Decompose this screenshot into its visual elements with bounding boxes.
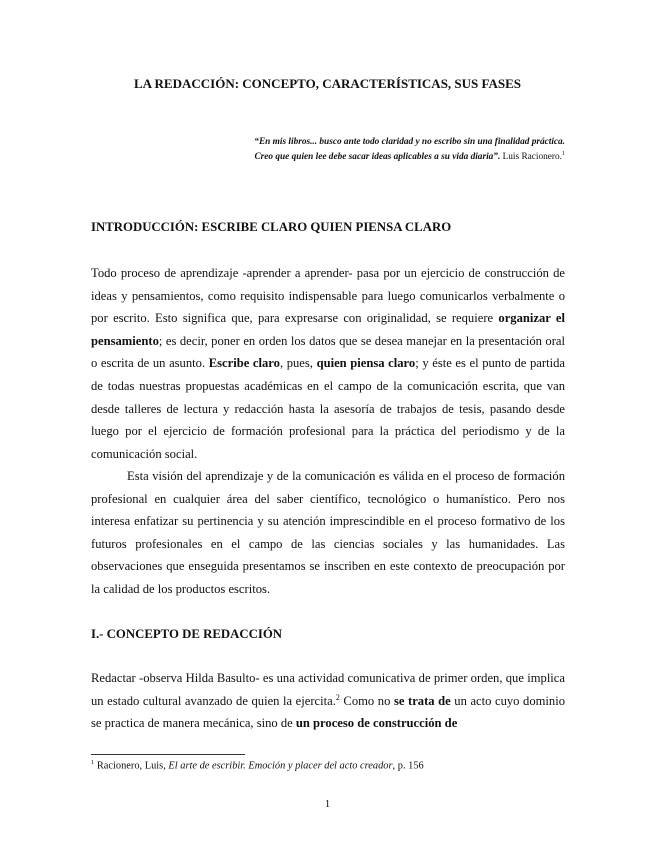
footnote-number: 1 [91, 759, 95, 766]
intro-heading: INTRODUCCIÓN: ESCRIBE CLARO QUIEN PIENSA CLARO [91, 220, 452, 234]
para3-footnote-ref[interactable]: 2 [335, 692, 340, 702]
epigraph-quote-line1: “En mis libros... busco ante todo claridad y no escribo sin una finalidad práctica. [254, 137, 565, 147]
epigraph-quote-line2: Creo que quien lee debe sacar ideas aplicables a su vida diaria”. [254, 152, 501, 163]
epigraph-author: Luis Racionero. [500, 152, 562, 163]
para1-text-1: Todo proceso de aprendizaje -aprender a aprender- pasa por un ejercicio de construcción de ideas y pensamientos, como requisito indispensable para luego comunicarlos verbalmente o por escrito. Esto significa que, para expresarse con originalidad, se requiere [91, 266, 565, 326]
page-number: 1 [324, 798, 331, 810]
footnote-page: , p. 156 [392, 760, 424, 772]
para3-text-1: Redactar -observa Hilda Basulto- es una actividad comunicativa de primer orden, que implica un estado cultural avanzado de quien la ejercita. [91, 671, 565, 708]
para1-bold-1: organizar el pensamiento [91, 311, 565, 348]
para1-text-4: ; y éste es el punto de partida de todas nuestras propuestas académicas en el campo de la comunicación escrita, que van desde talleres de lectura y redacción hasta la asesoría de trabajos de tesis, pasando desde luego por el ejercicio de formación profesional para la práctica del periodismo y de la comunicación social. [91, 356, 565, 461]
epigraph [230, 136, 565, 163]
para3-text-3: un acto cuyo dominio se practica de manera mecánica, sino de [91, 693, 566, 731]
concept-paragraph-1 [91, 667, 565, 735]
para1-text-3: , pues, [279, 356, 317, 371]
para1-text-2: ; es decir, poner en orden los datos que se desea manejar en la presentación oral o escrita de un asunto. [91, 333, 565, 371]
footnote-work-title: El arte de escribir. Emoción y placer del acto creador [168, 760, 393, 772]
concept-heading: I.- CONCEPTO DE REDACCIÓN [91, 627, 283, 641]
footnote-separator [91, 754, 245, 755]
para3-text-2: Como no [339, 693, 394, 708]
footnote-author: Racionero, Luis, [94, 760, 169, 772]
para1-bold-3: quien piensa claro [316, 356, 416, 371]
footnote-1 [91, 759, 424, 771]
intro-paragraph-1 [91, 262, 565, 465]
intro-paragraph-2: Esta visión del aprendizaje y de la comunicación es válida en el proceso de formación profesional en cualquier área del saber científico, tecnológico o humanístico. Pero nos interesa enfatizar su pertinencia y su atención imprescindible en el proceso formativo de los futuros profesionales en el campo de las ciencias sociales y las humanidades. Las observaciones que enseguida presentamos se inscriben en este contexto de preocupación por la calidad de los productos escritos. [91, 469, 565, 596]
para3-bold-2: un proceso de construcción de [295, 716, 458, 731]
epigraph-footnote-ref[interactable]: 1 [562, 151, 565, 157]
para3-bold-1: se trata de [393, 693, 451, 708]
document-title: LA REDACCIÓN: CONCEPTO, CARACTERÍSTICAS, SUS FASES [133, 76, 522, 91]
para1-bold-2: Escribe claro [208, 356, 280, 371]
